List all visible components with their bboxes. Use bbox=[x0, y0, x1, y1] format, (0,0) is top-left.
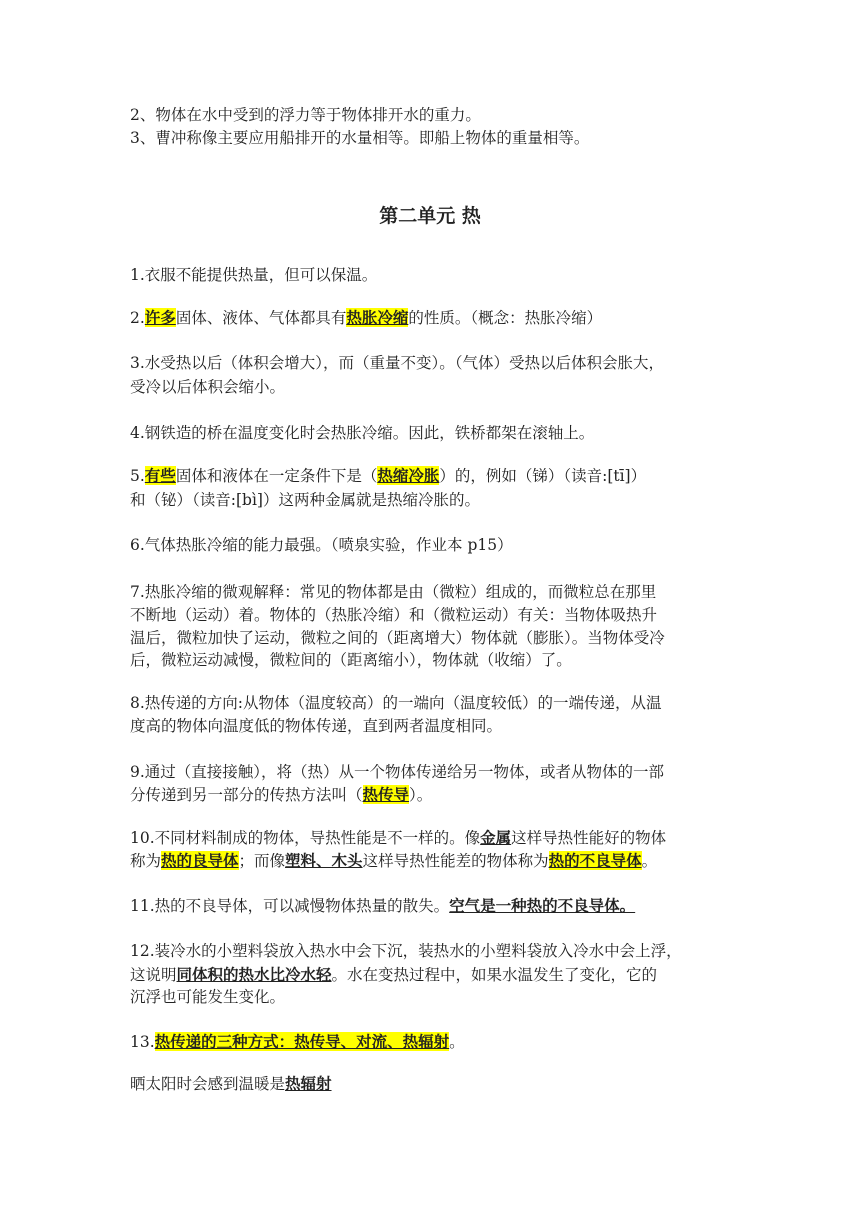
para-5-line-2: 和（铋）（读音:[bì]）这两种金属就是热缩冷胀的。 bbox=[130, 491, 480, 509]
highlight-youxie: 有些 bbox=[144, 466, 176, 485]
para-10-text: 这样导热性能差的物体称为 bbox=[362, 852, 549, 870]
para-12-line-3: 沉浮也可能发生变化。 bbox=[130, 988, 286, 1006]
para-14 bbox=[130, 1071, 332, 1097]
para-13-text: 13. bbox=[130, 1033, 155, 1051]
para-3-line-2: 受冷以后体积会缩小。 bbox=[130, 378, 286, 396]
para-2-text: 2. bbox=[130, 309, 145, 327]
highlight-three-ways: 热传递的三种方式：热传导、对流、热辐射 bbox=[154, 1032, 450, 1051]
para-12-line-1: 12.装冷水的小塑料袋放入热水中会下沉，装热水的小塑料袋放入冷水中会上浮， bbox=[130, 942, 682, 960]
emphasis-refushe: 热辐射 bbox=[285, 1074, 332, 1093]
highlight-xuduo: 许多 bbox=[144, 308, 176, 327]
para-5-text: 固体和液体在一定条件下是（ bbox=[175, 467, 378, 485]
para-9-line-1: 9.通过（直接接触），将（热）从一个物体传递给另一物体，或者从物体的一部 bbox=[130, 763, 665, 781]
unit-title: 第二单元 热 bbox=[379, 205, 481, 227]
para-14-text: 晒太阳时会感到温暖是 bbox=[130, 1075, 286, 1093]
para-9-text: 分传递到另一部分的传热方法叫（ bbox=[130, 786, 363, 804]
para-8-line-2: 度高的物体向温度低的物体传递，直到两者温度相同。 bbox=[130, 717, 503, 735]
para-11-text: 11.热的不良导体，可以减慢物体热量的散失。 bbox=[130, 897, 450, 915]
para-7-line-3: 温后，微粒加快了运动，微粒之间的（距离增大）物体就（膨胀）。当物体受冷 bbox=[130, 629, 665, 647]
para-4: 4.钢铁造的桥在温度变化时会热胀冷缩。因此，铁桥都架在滚轴上。 bbox=[130, 424, 595, 442]
para-5-line-1 bbox=[130, 463, 646, 489]
para-7-line-2: 不断地（运动）着。物体的（热胀冷缩）和（微粒运动）有关：当物体吸热升 bbox=[130, 606, 658, 624]
para-10-text: 10.不同材料制成的物体，导热性能是不一样的。像 bbox=[130, 829, 481, 847]
para-10-line-2 bbox=[130, 848, 657, 874]
para-10-text: 。 bbox=[641, 852, 658, 870]
para-2-text: 的性质。（概念：热胀冷缩） bbox=[408, 309, 603, 327]
para-8-line-1: 8.热传递的方向:从物体（温度较高）的一端向（温度较低）的一端传递，从温 bbox=[130, 694, 662, 712]
para-1: 1.衣服不能提供热量，但可以保温。 bbox=[130, 266, 378, 284]
para-5-text: 5. bbox=[130, 467, 145, 485]
para-10-text: ；而像 bbox=[238, 852, 286, 870]
emphasis-plastic-wood: 塑料、木头 bbox=[285, 851, 363, 870]
highlight-good-conductor: 热的良导体 bbox=[161, 851, 239, 870]
intro-line-2: 2、物体在水中受到的浮力等于物体排开水的重力。 bbox=[130, 106, 481, 124]
intro-line-3: 3、曹冲称像主要应用船排开的水量相等。即船上物体的重量相等。 bbox=[130, 129, 590, 147]
para-13-text: 。 bbox=[449, 1033, 465, 1051]
para-12-text: 这说明 bbox=[130, 966, 177, 984]
para-7-line-4: 后，微粒运动减慢，微粒间的（距离缩小），物体就（收缩）了。 bbox=[130, 651, 572, 669]
highlight-resuolengzhang: 热缩冷胀 bbox=[377, 466, 440, 485]
para-11 bbox=[130, 893, 635, 919]
emphasis-air-poor-conductor: 空气是一种热的不良导体。 bbox=[449, 896, 636, 915]
para-10-text: 称为 bbox=[130, 852, 162, 870]
highlight-rechuandao: 热传导 bbox=[362, 785, 410, 804]
para-6: 6.气体热胀冷缩的能力最强。（喷泉实验，作业本 p15） bbox=[130, 536, 513, 554]
para-9-text: ）。 bbox=[409, 786, 433, 804]
para-2 bbox=[130, 305, 602, 331]
para-5-text: ）的，例如（锑）（读音:[tī]） bbox=[439, 467, 647, 485]
emphasis-hot-water-lighter: 同体积的热水比冷水轻 bbox=[176, 965, 332, 984]
para-9-line-2 bbox=[130, 782, 432, 808]
para-10-text: 这样导热性能好的物体 bbox=[511, 829, 667, 847]
emphasis-jinshu: 金属 bbox=[480, 828, 512, 847]
highlight-poor-conductor: 热的不良导体 bbox=[548, 851, 642, 870]
highlight-rezhanglengsuo: 热胀冷缩 bbox=[346, 308, 409, 327]
para-3-line-1: 3.水受热以后（体积会增大），而（重量不变）。（气体）受热以后体积会胀大， bbox=[130, 354, 665, 372]
para-7-line-1: 7.热胀冷缩的微观解释：常见的物体都是由（微粒）组成的，而微粒总在那里 bbox=[130, 583, 657, 601]
para-2-text: 固体、液体、气体都具有 bbox=[175, 309, 347, 327]
para-13 bbox=[130, 1029, 465, 1055]
para-12-text: 。水在变热过程中，如果水温发生了变化，它的 bbox=[331, 966, 658, 984]
